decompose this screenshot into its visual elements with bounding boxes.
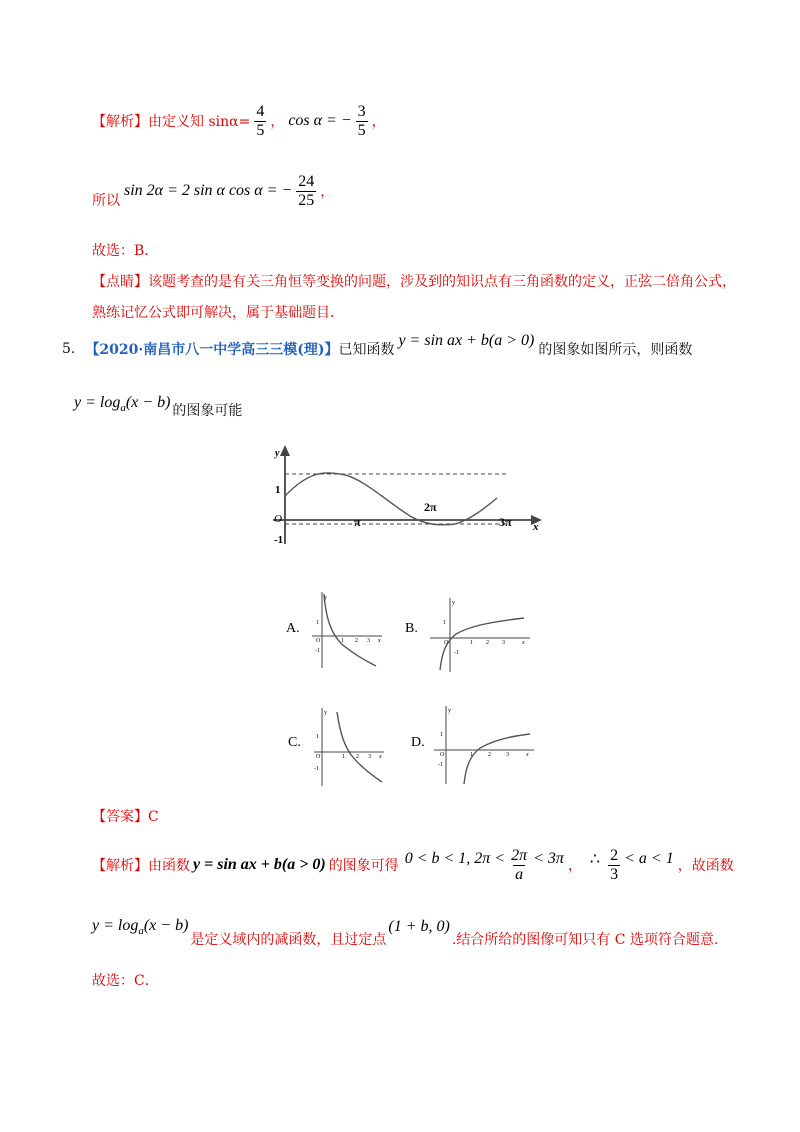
- x-label: x: [533, 521, 539, 533]
- question-5-line-2: $y = \log_a(x - b)$ 的图象可能: [74, 394, 243, 420]
- inequality-1: 0 < b < 1, 2π <: [404, 850, 506, 867]
- y-label: y: [275, 448, 280, 459]
- svg-text:y: y: [324, 710, 327, 716]
- one-label: 1: [275, 484, 281, 496]
- svg-text:-1: -1: [438, 762, 443, 768]
- fraction-sin: $\frac{4}{5}$: [256, 102, 265, 139]
- question-5-line: 5. 【2020·南昌市八一中学高三三模(理)】 已知函数 y = sin ax + b(a > 0) 的图象如图所示，则函数: [62, 332, 693, 358]
- svg-text:3: 3: [506, 752, 509, 758]
- analysis-prefix: 【解析】由定义知 sinα=: [92, 114, 251, 130]
- option-c-label: C.: [288, 735, 301, 750]
- analysis-line-2: 所以 sin 2α = 2 sin α cos α = − $\frac{24}{25}$ ，: [92, 172, 335, 209]
- comment-line-2: 熟练记忆公式即可解决，属于基础题目．: [92, 305, 344, 321]
- svg-text:1: 1: [341, 638, 344, 644]
- fraction-2pi-a: $\frac{2\pi}{a}$: [511, 846, 528, 883]
- two-pi-label: 2π: [424, 500, 437, 514]
- comment-line-1: 【点睛】该题考查的是有关三角恒等变换的问题，涉及到的知识点有三角函数的定义，正弦二倍角公式，: [92, 274, 736, 290]
- solution-log-function: $y = \log_a(x - b)$: [92, 916, 189, 938]
- log-function: $y = \log_a(x - b)$: [74, 394, 171, 415]
- svg-text:O: O: [316, 754, 321, 760]
- choose-b: 故选：B．: [92, 243, 159, 259]
- neg1-label: -1: [274, 534, 284, 546]
- cos-expression: cos α = −: [288, 112, 352, 129]
- svg-text:y: y: [324, 595, 327, 601]
- option-d-graph: [432, 704, 537, 786]
- sine-curve: [285, 473, 497, 525]
- c-curve: [337, 712, 382, 782]
- question-number: 5.: [62, 341, 76, 357]
- svg-text:1: 1: [470, 752, 473, 758]
- option-b-label: B.: [405, 621, 418, 636]
- svg-text:O: O: [440, 752, 445, 758]
- svg-text:x: x: [522, 640, 525, 646]
- svg-text:y: y: [448, 708, 451, 714]
- svg-text:x: x: [379, 754, 382, 760]
- double-angle-expression: sin 2α = 2 sin α cos α = −: [124, 182, 293, 199]
- solution-line-1: 【解析】由函数 y = sin ax + b(a > 0) 的图象可得 0 < b < 1, 2π < $\frac{2\pi}{a}$ < 3π ， ∴ $\frac{2}{3}$ < a < 1 ，故函数: [92, 846, 734, 883]
- origin-label: O: [274, 513, 282, 525]
- option-a-graph: [310, 590, 385, 670]
- svg-text:-1: -1: [314, 766, 319, 772]
- pi-label: π: [354, 515, 361, 529]
- svg-text:O: O: [444, 640, 449, 646]
- svg-text:1: 1: [316, 734, 319, 740]
- therefore-symbol: ∴: [589, 851, 601, 868]
- svg-text:3: 3: [368, 754, 371, 760]
- question-source: 【2020·南昌市八一中学高三三模(理)】: [85, 342, 339, 358]
- fraction-2-3: $\frac{2}{3}$: [610, 846, 619, 883]
- solution-line-2: $y = \log_a(x - b)$ 是定义域内的减函数，且过定点 (1 + b, 0) .结合所给的图像可知只有 C 选项符合题意.: [92, 916, 719, 948]
- svg-text:2: 2: [486, 640, 489, 646]
- option-b-graph: [428, 596, 533, 674]
- svg-text:y: y: [452, 600, 455, 606]
- svg-text:3: 3: [502, 640, 505, 646]
- fraction-24-25: $\frac{24}{25}$: [298, 172, 315, 209]
- svg-text:3: 3: [367, 638, 370, 644]
- solution-sine-function: y = sin ax + b(a > 0): [193, 856, 326, 873]
- svg-text:x: x: [378, 638, 381, 644]
- sine-function: y = sin ax + b(a > 0): [398, 332, 535, 349]
- three-pi-label: 3π: [499, 515, 512, 529]
- svg-text:-1: -1: [454, 650, 459, 656]
- choose-c: 故选：C．: [92, 973, 159, 989]
- option-d-label: D.: [411, 735, 425, 750]
- option-c-graph: [312, 706, 387, 788]
- svg-text:1: 1: [342, 754, 345, 760]
- svg-text:2: 2: [356, 754, 359, 760]
- fixed-point: (1 + b, 0): [388, 918, 450, 935]
- answer-line: 【答案】C: [92, 809, 159, 825]
- sine-graph: [265, 440, 555, 550]
- svg-text:2: 2: [355, 638, 358, 644]
- svg-text:O: O: [316, 638, 321, 644]
- fraction-cos: $\frac{3}{5}$: [357, 102, 366, 139]
- svg-text:x: x: [526, 752, 529, 758]
- so-label: 所以: [92, 193, 120, 209]
- b-curve: [440, 618, 524, 670]
- option-a-label: A.: [286, 621, 300, 636]
- svg-text:1: 1: [470, 640, 473, 646]
- y-axis-arrow: [280, 445, 290, 456]
- svg-text:1: 1: [440, 732, 443, 738]
- d-curve: [464, 734, 530, 784]
- a-curve: [324, 594, 376, 666]
- svg-text:1: 1: [316, 620, 319, 626]
- svg-text:2: 2: [488, 752, 491, 758]
- svg-text:1: 1: [443, 620, 446, 626]
- analysis-line-1: 【解析】由定义知 sinα= $\frac{4}{5}$ ， cos α = − $\frac{3}{5}$ ，: [92, 102, 386, 139]
- svg-text:-1: -1: [315, 648, 320, 654]
